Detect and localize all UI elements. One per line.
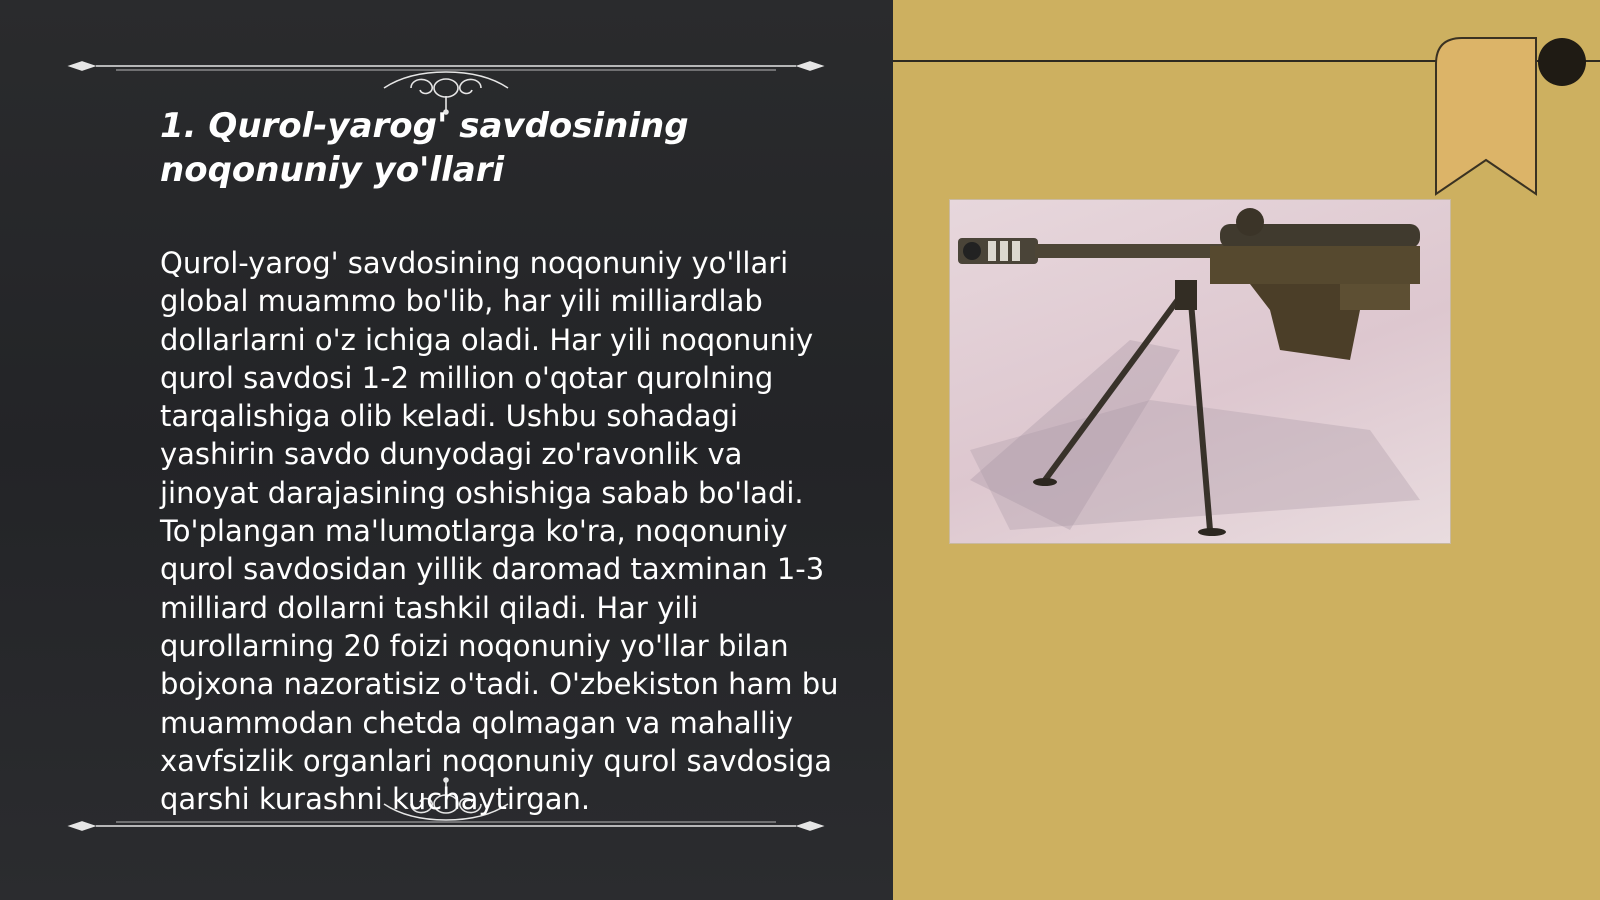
rifle-illustration-icon (950, 200, 1450, 543)
bookmark-ribbon-icon (1430, 34, 1600, 204)
sniper-rifle-photo (950, 200, 1450, 543)
slide-body-text: Qurol-yarog' savdosining noqonuniy yo'llari global muammo bo'lib, har yili milliardlab dollarlarni o'z ichiga oladi. Har yili noqonuniy qurol savdosi 1-2 million o'qotar qurolning tarqalishiga olib keladi. Ushbu sohadagi yashirin savdo dunyodagi zo'ravonlik va jinoyat darajasining oshishiga sabab bo'ladi. To'plangan ma'lumotlarga ko'ra, noqonuniy qurol savdosidan yillik daromad taxminan 1-3 milliard dollarni tashkil qiladi. Har yili qurollarning 20 foizi noqonuniy yo'llar bilan bojxona nazoratisiz o'tadi. O'zbekiston ham bu muammodan chetda qolmagan va mahalliy xavfsizlik organlari noqonuniy qurol savdosiga qarshi kurashni kuchaytirgan. (160, 246, 839, 817)
slide-title: 1. Qurol-yarog' savdosining noqonuniy yo'llari (160, 106, 689, 190)
